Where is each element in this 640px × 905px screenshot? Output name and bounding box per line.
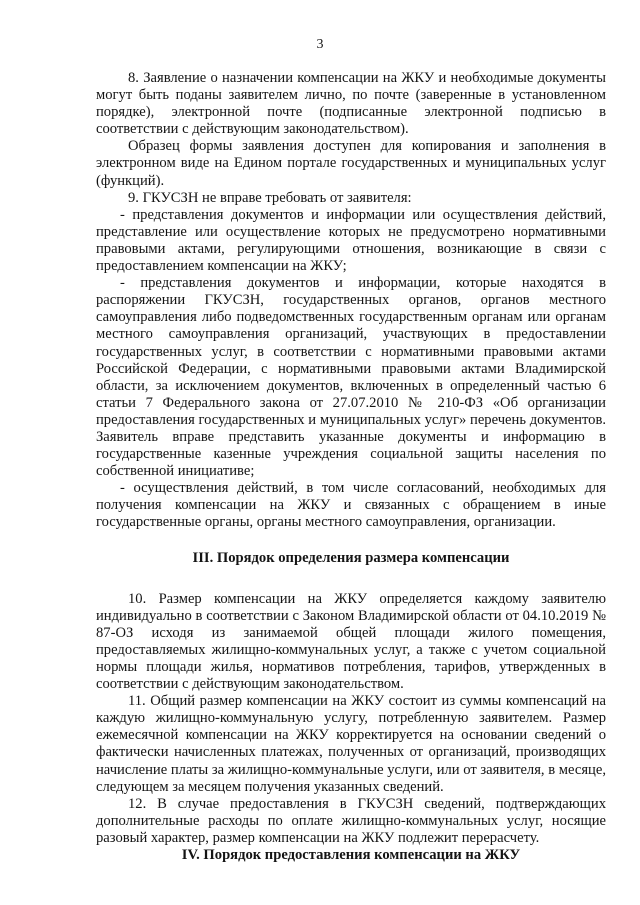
paragraph-12: 12. В случае предоставления в ГКУСЗН сведений, подтверждающих дополнительные расходы по оплате жилищно-коммунальных услуг, носящие разовый характер, размер компенсации на ЖКУ подлежит перерасчету. (96, 795, 606, 846)
page-number: 3 (316, 37, 324, 52)
paragraph-9: 9. ГКУСЗН не вправе требовать от заявителя: (128, 189, 412, 206)
paragraph-11: 11. Общий размер компенсации на ЖКУ состоит из суммы компенсаций на каждую жилищно-коммунальную услугу, потребленную заявителем. Размер ежемесячной компенсации на ЖКУ корректируется на основании сведений о фактически начисленных платежах, полученных от организаций, производящих начисление платы за жилищно-коммунальные услуги, или от заявителя, в месяце, следующем за месяцем получения указанных сведений. (96, 693, 606, 795)
document-body (96, 70, 606, 864)
paragraph-9-item-2: - представления документов и информации, которые находятся в распоряжении ГКУСЗН, государственных органов, органов местного самоуправления либо подведомственных государственным органам или органам местного самоуправления организаций, участвующих в предоставлении государственных услуг, в соответствии с нормативными правовыми актами Российской Федерации, с нормативными правовыми актами Владимирской области, за исключением документов, включенных в определенный частью 6 статьи 7 Федерального закона от 27.07.2010 № 210-ФЗ «Об организации предоставления государственных и муниципальных услуг» перечень документов. Заявитель вправе представить указанные документы и информацию в государственные казенные учреждения социальной защиты населения по собственной инициативе; (96, 275, 606, 480)
paragraph-8: 8. Заявление о назначении компенсации на ЖКУ и необходимые документы могут быть поданы заявителем лично, по почте (заверенные в установленном порядке), электронной почте (подписанные электронной подписью в соответствии с действующим законодательством). (96, 70, 606, 138)
paragraph-9-item-3: - осуществления действий, в том числе согласований, необходимых для получения компенсации на ЖКУ и связанных с обращением в иные государственные органы, органы местного самоуправления, организации. (96, 480, 606, 531)
paragraph-10: 10. Размер компенсации на ЖКУ определяется каждому заявителю индивидуально в соответствии с Законом Владимирской области от 04.10.2019 № 87-ОЗ исходя из занимаемой общей площади жилого помещения, предоставляемых жилищно-коммунальных услуг, а также с учетом социальной нормы площади жилья, нормативов потребления, тарифов, утвержденных в соответствии с действующим законодательством. (96, 590, 606, 693)
section-4-heading: IV. Порядок предоставления компенсации на ЖКУ (181, 847, 521, 864)
section-3-heading: III. Порядок определения размера компенсации (192, 549, 510, 566)
paragraph-9-item-1: - представления документов и информации или осуществления действий, представление или осуществление которых не предусмотрено нормативными правовыми актами, регулирующими отношения, возникающие в связи с предоставлением компенсации на ЖКУ; (96, 206, 606, 275)
paragraph-8-form-sample: Образец формы заявления доступен для копирования и заполнения в электронном виде на Едином портале государственных и муниципальных услуг (функций). (96, 138, 606, 189)
